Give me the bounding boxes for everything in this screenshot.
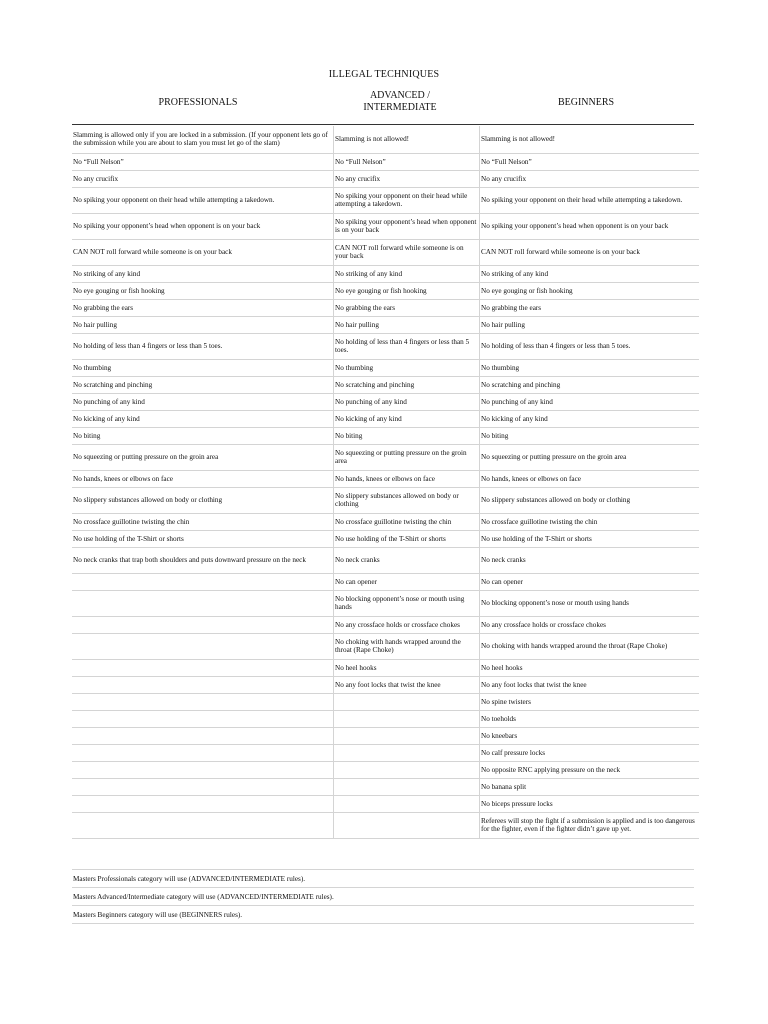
cell-advanced: No punching of any kind <box>334 393 480 410</box>
cell-beginners: No heel hooks <box>480 659 700 676</box>
cell-professionals: No squeezing or putting pressure on the groin area <box>72 444 334 470</box>
cell-advanced: No holding of less than 4 fingers or less than 5 toes. <box>334 333 480 359</box>
note-text: Masters Beginners category will use (BEGINNERS rules). <box>72 906 694 924</box>
table-row <box>72 530 699 547</box>
table-row <box>72 633 699 659</box>
cell-professionals: No crossface guillotine twisting the chin <box>72 513 334 530</box>
table-row <box>72 187 699 213</box>
table-row <box>72 265 699 282</box>
cell-professionals <box>72 795 334 812</box>
cell-beginners: No banana split <box>480 778 700 795</box>
table-row <box>72 410 699 427</box>
header-advanced-line2: INTERMEDIATE <box>363 102 437 113</box>
cell-beginners: No kicking of any kind <box>480 410 700 427</box>
cell-advanced <box>334 693 480 710</box>
cell-professionals: No grabbing the ears <box>72 299 334 316</box>
note-row <box>72 906 694 924</box>
cell-professionals <box>72 590 334 616</box>
cell-beginners: Slamming is not allowed! <box>480 126 700 153</box>
cell-professionals: No thumbing <box>72 359 334 376</box>
cell-professionals: No holding of less than 4 fingers or less than 5 toes. <box>72 333 334 359</box>
cell-beginners: No blocking opponent’s nose or mouth using hands <box>480 590 700 616</box>
cell-advanced: No hair pulling <box>334 316 480 333</box>
cell-beginners: No neck cranks <box>480 547 700 573</box>
header-divider <box>72 124 694 125</box>
cell-professionals <box>72 812 334 838</box>
cell-professionals: No striking of any kind <box>72 265 334 282</box>
cell-professionals <box>72 659 334 676</box>
cell-advanced: No eye gouging or fish hooking <box>334 282 480 299</box>
table-row <box>72 744 699 761</box>
page-title: ILLEGAL TECHNIQUES <box>328 69 440 80</box>
cell-advanced: No heel hooks <box>334 659 480 676</box>
cell-advanced <box>334 778 480 795</box>
table-row <box>72 299 699 316</box>
cell-beginners: No any crossface holds or crossface chokes <box>480 616 700 633</box>
notes-table-body <box>72 852 694 924</box>
note-text: Masters Professionals category will use (ADVANCED/INTERMEDIATE rules). <box>72 870 694 888</box>
notes-table <box>72 852 694 924</box>
header-advanced-line1: ADVANCED / <box>369 90 431 101</box>
table-row <box>72 659 699 676</box>
cell-beginners: No can opener <box>480 573 700 590</box>
table-row <box>72 693 699 710</box>
cell-beginners: No thumbing <box>480 359 700 376</box>
table-row <box>72 573 699 590</box>
cell-professionals: No eye gouging or fish hooking <box>72 282 334 299</box>
table-row <box>72 316 699 333</box>
cell-advanced: No squeezing or putting pressure on the groin area <box>334 444 480 470</box>
table-row <box>72 239 699 265</box>
cell-advanced: Slamming is not allowed! <box>334 126 480 153</box>
cell-beginners: No grabbing the ears <box>480 299 700 316</box>
rules-table <box>72 126 699 839</box>
cell-beginners: No holding of less than 4 fingers or less than 5 toes. <box>480 333 700 359</box>
cell-advanced <box>334 795 480 812</box>
table-row <box>72 676 699 693</box>
cell-beginners: No spiking your opponent on their head while attempting a takedown. <box>480 187 700 213</box>
cell-advanced <box>334 744 480 761</box>
cell-professionals: No “Full Nelson” <box>72 153 334 170</box>
cell-beginners: No punching of any kind <box>480 393 700 410</box>
table-row <box>72 359 699 376</box>
cell-beginners: No choking with hands wrapped around the throat (Rape Choke) <box>480 633 700 659</box>
cell-professionals <box>72 676 334 693</box>
cell-professionals: No slippery substances allowed on body or clothing <box>72 487 334 513</box>
table-row <box>72 513 699 530</box>
cell-advanced: No “Full Nelson” <box>334 153 480 170</box>
table-row <box>72 761 699 778</box>
table-row <box>72 778 699 795</box>
table-row <box>72 470 699 487</box>
cell-professionals: No neck cranks that trap both shoulders and puts downward pressure on the neck <box>72 547 334 573</box>
table-row <box>72 547 699 573</box>
cell-professionals: No scratching and pinching <box>72 376 334 393</box>
cell-beginners: No spiking your opponent’s head when opponent is on your back <box>480 213 700 239</box>
header-advanced-intermediate <box>333 90 467 114</box>
cell-advanced: No use holding of the T-Shirt or shorts <box>334 530 480 547</box>
cell-professionals: No spiking your opponent’s head when opponent is on your back <box>72 213 334 239</box>
cell-beginners: No squeezing or putting pressure on the groin area <box>480 444 700 470</box>
cell-beginners: No toeholds <box>480 710 700 727</box>
cell-advanced: No any crossface holds or crossface chokes <box>334 616 480 633</box>
table-row <box>72 376 699 393</box>
cell-beginners: No eye gouging or fish hooking <box>480 282 700 299</box>
cell-advanced: No thumbing <box>334 359 480 376</box>
cell-beginners: CAN NOT roll forward while someone is on your back <box>480 239 700 265</box>
cell-beginners: No calf pressure locks <box>480 744 700 761</box>
cell-advanced: No spiking your opponent’s head when opponent is on your back <box>334 213 480 239</box>
cell-advanced: No slippery substances allowed on body or clothing <box>334 487 480 513</box>
cell-advanced <box>334 812 480 838</box>
cell-beginners: No scratching and pinching <box>480 376 700 393</box>
cell-beginners: No crossface guillotine twisting the chin <box>480 513 700 530</box>
cell-advanced: No kicking of any kind <box>334 410 480 427</box>
cell-advanced: No grabbing the ears <box>334 299 480 316</box>
cell-advanced: No crossface guillotine twisting the chin <box>334 513 480 530</box>
table-row <box>72 126 699 153</box>
cell-professionals: No hair pulling <box>72 316 334 333</box>
cell-professionals: No spiking your opponent on their head while attempting a takedown. <box>72 187 334 213</box>
cell-beginners: No use holding of the T-Shirt or shorts <box>480 530 700 547</box>
cell-beginners: No kneebars <box>480 727 700 744</box>
table-row <box>72 812 699 838</box>
table-row <box>72 795 699 812</box>
note-text: Masters Advanced/Intermediate category will use (ADVANCED/INTERMEDIATE rules). <box>72 888 694 906</box>
note-row <box>72 852 694 870</box>
cell-professionals: No punching of any kind <box>72 393 334 410</box>
cell-advanced: No any crucifix <box>334 170 480 187</box>
cell-advanced <box>334 710 480 727</box>
table-row <box>72 444 699 470</box>
note-row <box>72 870 694 888</box>
table-row <box>72 710 699 727</box>
cell-professionals: No biting <box>72 427 334 444</box>
cell-professionals <box>72 573 334 590</box>
cell-advanced: No blocking opponent’s nose or mouth using hands <box>334 590 480 616</box>
cell-advanced: No striking of any kind <box>334 265 480 282</box>
cell-beginners: Referees will stop the fight if a submission is applied and is too dangerous for the fighter, even if the fighter didn’t gave up yet. <box>480 812 700 838</box>
cell-advanced: No any foot locks that twist the knee <box>334 676 480 693</box>
table-row <box>72 427 699 444</box>
cell-professionals: No use holding of the T-Shirt or shorts <box>72 530 334 547</box>
header-professionals: PROFESSIONALS <box>158 97 238 108</box>
cell-professionals <box>72 710 334 727</box>
cell-beginners: No any crucifix <box>480 170 700 187</box>
cell-advanced: No hands, knees or elbows on face <box>334 470 480 487</box>
table-row <box>72 590 699 616</box>
note-row <box>72 888 694 906</box>
cell-beginners: No “Full Nelson” <box>480 153 700 170</box>
cell-advanced: No can opener <box>334 573 480 590</box>
cell-advanced <box>334 727 480 744</box>
cell-professionals <box>72 778 334 795</box>
cell-professionals <box>72 633 334 659</box>
cell-professionals: No any crucifix <box>72 170 334 187</box>
cell-advanced: No spiking your opponent on their head while attempting a takedown. <box>334 187 480 213</box>
cell-beginners: No slippery substances allowed on body or clothing <box>480 487 700 513</box>
table-row <box>72 213 699 239</box>
cell-professionals <box>72 744 334 761</box>
table-row <box>72 170 699 187</box>
header-beginners: BEGINNERS <box>557 97 615 108</box>
table-row <box>72 727 699 744</box>
cell-beginners: No striking of any kind <box>480 265 700 282</box>
cell-advanced: No biting <box>334 427 480 444</box>
cell-professionals: No kicking of any kind <box>72 410 334 427</box>
cell-advanced <box>334 761 480 778</box>
cell-professionals: Slamming is allowed only if you are locked in a submission. (If your opponent lets go of the submission while you are about to slam you must let go of the slam) <box>72 126 334 153</box>
cell-professionals: CAN NOT roll forward while someone is on your back <box>72 239 334 265</box>
cell-advanced: No scratching and pinching <box>334 376 480 393</box>
cell-beginners: No biting <box>480 427 700 444</box>
cell-beginners: No hair pulling <box>480 316 700 333</box>
cell-professionals <box>72 727 334 744</box>
table-row <box>72 393 699 410</box>
table-row <box>72 333 699 359</box>
cell-beginners: No opposite RNC applying pressure on the neck <box>480 761 700 778</box>
table-row <box>72 487 699 513</box>
cell-professionals <box>72 616 334 633</box>
cell-beginners: No biceps pressure locks <box>480 795 700 812</box>
cell-professionals <box>72 693 334 710</box>
table-row <box>72 153 699 170</box>
cell-professionals: No hands, knees or elbows on face <box>72 470 334 487</box>
note-text <box>72 852 694 870</box>
cell-advanced: No neck cranks <box>334 547 480 573</box>
table-row <box>72 282 699 299</box>
cell-beginners: No hands, knees or elbows on face <box>480 470 700 487</box>
cell-beginners: No spine twisters <box>480 693 700 710</box>
cell-advanced: CAN NOT roll forward while someone is on your back <box>334 239 480 265</box>
rules-table-body <box>72 126 699 838</box>
cell-professionals <box>72 761 334 778</box>
table-row <box>72 616 699 633</box>
cell-advanced: No choking with hands wrapped around the throat (Rape Choke) <box>334 633 480 659</box>
cell-beginners: No any foot locks that twist the knee <box>480 676 700 693</box>
